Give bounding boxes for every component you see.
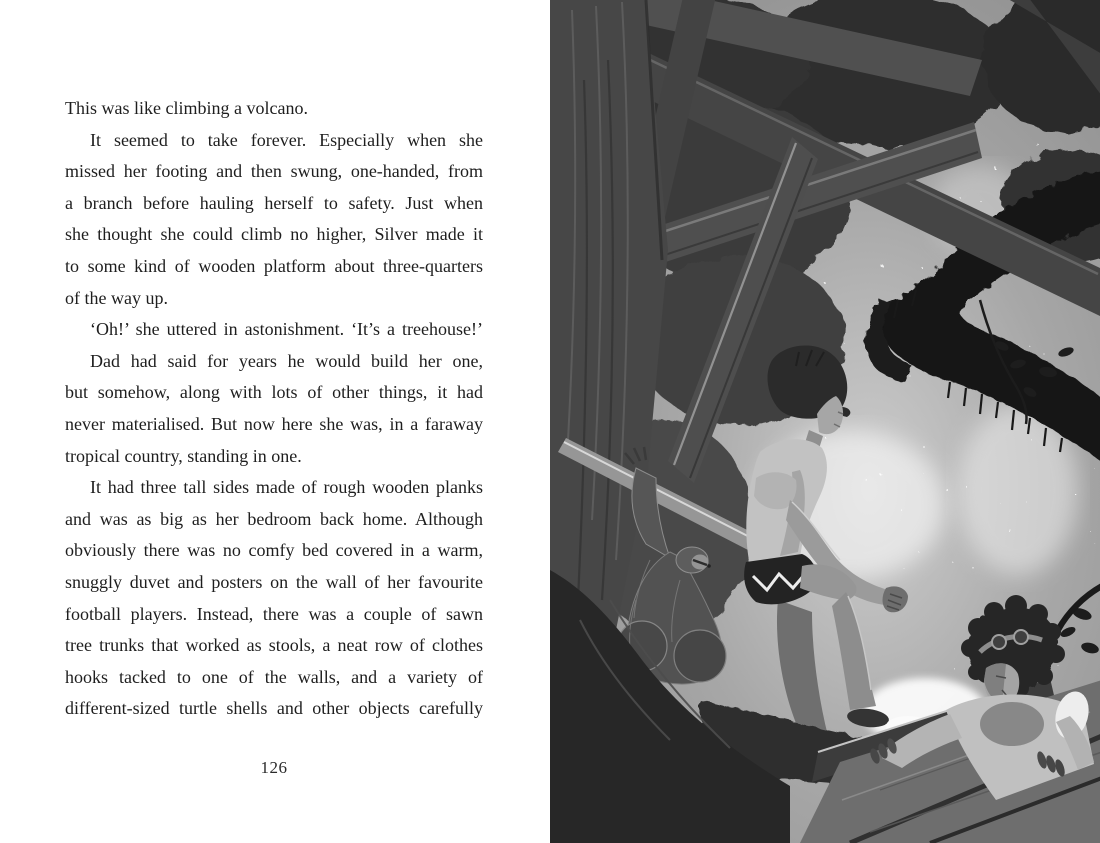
text-line: obviously there was no comfy bed covered in a warm, — [65, 540, 483, 561]
text-line: hooks tacked to one of the walls, and a variety of — [65, 666, 483, 687]
text-line: missed her footing and then swung, one-handed, from — [65, 161, 483, 182]
text-line: different-sized turtle shells and other objects carefully — [65, 698, 483, 719]
text-line: This was like climbing a volcano. — [65, 98, 308, 118]
text-line: tree trunks that worked as stools, a neat row of clothes — [65, 635, 483, 656]
text-line: of the way up. — [65, 287, 168, 308]
text-line: It seemed to take forever. Especially when she — [90, 129, 483, 150]
text-line: tropical country, standing in one. — [65, 445, 302, 466]
text-line: It had three tall sides made of rough wooden planks — [90, 477, 483, 498]
page-number: 126 — [260, 758, 288, 777]
text-line: and was as big as her bedroom back home. Although — [65, 508, 483, 529]
page-text — [65, 93, 483, 725]
text-line: to some kind of wooden platform about three-quarters — [65, 255, 483, 276]
text-line: never materialised. But now here she was, in a faraway — [65, 413, 483, 434]
text-line: Dad had said for years he would build her one, — [90, 350, 483, 371]
text-line: a branch before hauling herself to safety. Just when — [65, 192, 483, 213]
text-line: football players. Instead, there was a couple of sawn — [65, 603, 483, 624]
book-illustration — [550, 0, 1100, 843]
text-line: she thought she could climb no higher, Silver made it — [65, 224, 483, 245]
text-line: but somehow, along with lots of other things, it had — [65, 382, 483, 403]
text-line: snuggly duvet and posters on the wall of her favourite — [65, 571, 483, 592]
text-line: ‘Oh!’ she uttered in astonishment. ‘It’s a treehouse!’ — [90, 319, 483, 340]
